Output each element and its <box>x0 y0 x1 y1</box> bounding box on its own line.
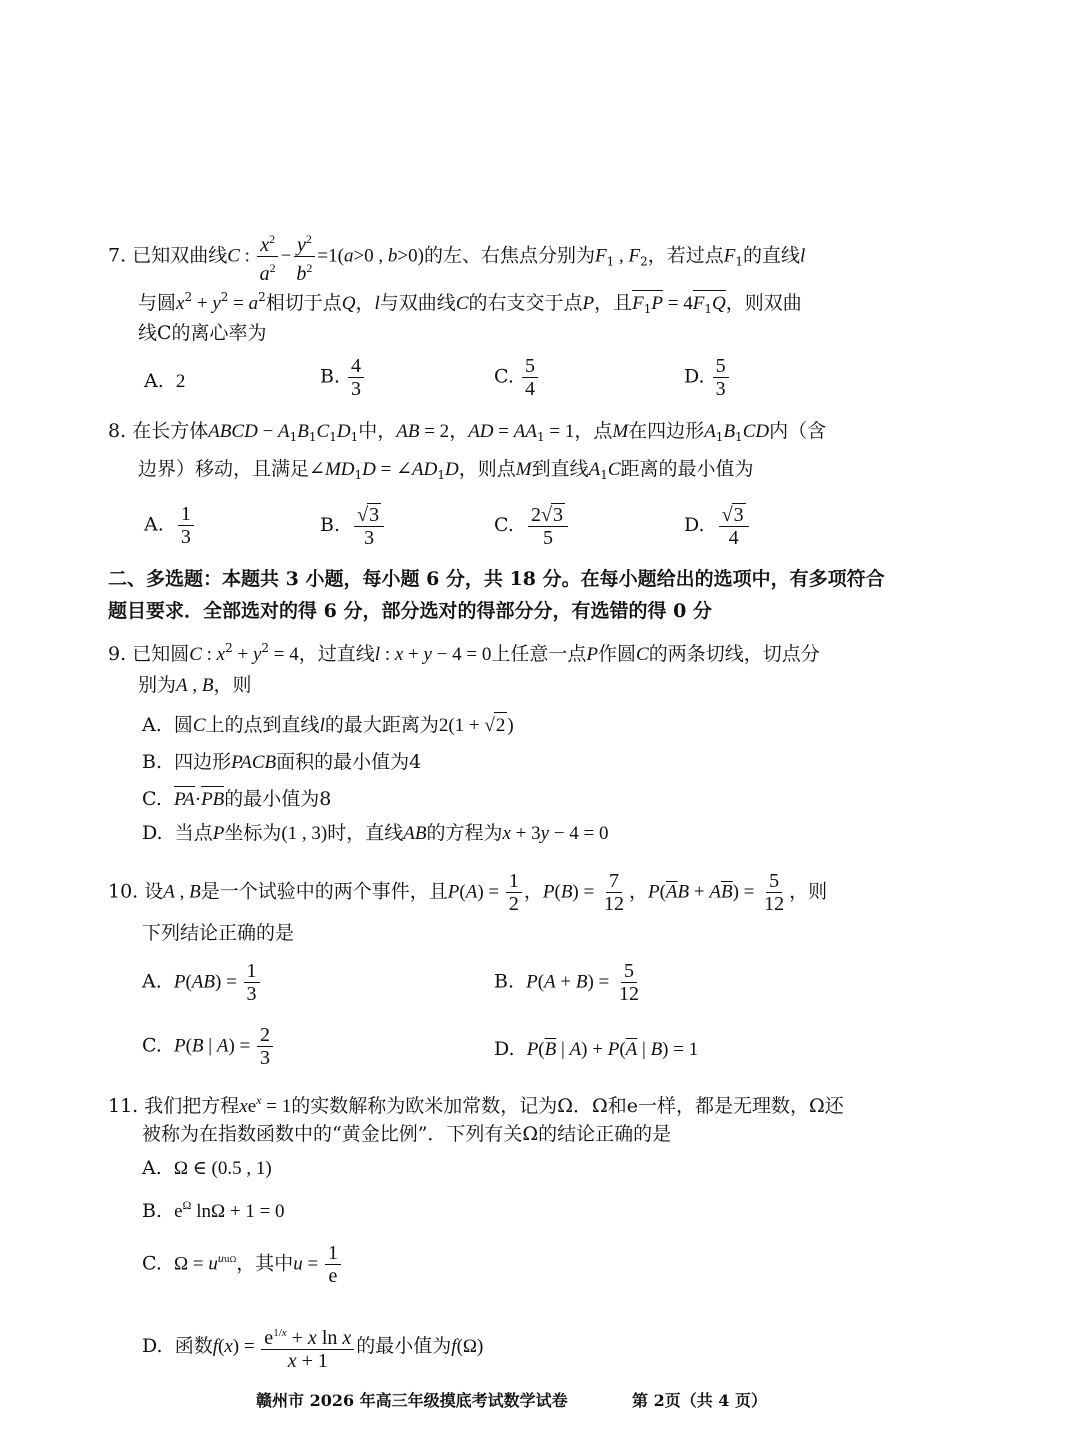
q11-option-b: B. $e^\Omega$ lnΩ + 1 = 0 <box>142 1198 285 1222</box>
q8-option-b: B. $\frac{√3}{3}$ <box>320 503 386 549</box>
q7-number: 7. <box>108 244 127 267</box>
q7-option-b: B. $\frac{4}{3}$ <box>320 355 366 400</box>
q11-option-d: D. 函数f(x) = $\frac{e^{1/x} + x \ln x}{x + 1}$ 的最小值为f(Ω) <box>142 1322 483 1372</box>
q10-option-b: B. P(A + B) = $\frac{5}{12}$ <box>494 960 640 1005</box>
q7-line1: 7. 已知双曲线C : $\frac{x^2}{a^2}$ − $\frac{y^2}{b^2}$ =1(a>0 , b>0)的左、右焦点分别为$F_1$ , $F_2$，若过点$F_1$的直线l <box>108 228 805 285</box>
q8-line1: 8. 在长方体ABCD − $A_1B_1C_1D_1$中，AB = 2，AD = $AA_1 = 1$，点M在四边形$A_1B_1CD$内（含 <box>108 420 827 444</box>
q9-line1: 9. 已知圆C : $x^2 + y^2 = 4$，过直线l : x + y − 4 = 0上任意一点P作圆C的两条切线，切点分 <box>108 641 820 665</box>
q9-option-c: C. PA·PB的最小值为8 <box>142 788 332 810</box>
q8-option-c: C. $\frac{2√3}{5}$ <box>494 503 570 549</box>
q7-line3: 线C的离心率为 <box>138 322 267 344</box>
q8-option-d: D. $\frac{√3}{4}$ <box>684 503 751 549</box>
q9-line2: 别为A , B，则 <box>138 674 252 696</box>
q7-option-d: D. $\frac{5}{3}$ <box>684 355 731 400</box>
section2-line2: 题目要求．全部选对的得 6 分，部分选对的得部分分，有选错的得 0 分 <box>108 600 712 622</box>
q7-line2: 与圆$x^2 + y^2 = a^2$相切于点Q，l与双曲线C的右支交于点P，且$F_1P = 4F_1Q$，则双曲 <box>138 290 802 316</box>
q9-option-a: A. 圆C上的点到直线l的最大距离为2(1 + √2 ) <box>142 712 514 739</box>
q7-option-a: A. 2 <box>144 370 186 392</box>
q9-option-d: D. 当点P坐标为(1 , 3)时，直线AB的方程为x + 3y − 4 = 0 <box>142 822 609 844</box>
q10-option-d: D. $P(\overline{B}$ | $A) + P(\overline{A}$ | B) = 1 <box>494 1038 699 1060</box>
q10-option-a: A. P(AB) = $\frac{1}{3}$ <box>142 960 262 1005</box>
q10-option-c: C. P(B | A) = $\frac{2}{3}$ <box>142 1024 275 1069</box>
q11-option-c: C. $\Omega = u^{uu\Omega}$，其中u = $\frac{1}{e}$ <box>142 1242 343 1287</box>
section2-line1: 二、多选题：本题共 3 小题，每小题 6 分，共 18 分。在每小题给出的选项中，有多项符合 <box>108 568 885 590</box>
q11-line2: 被称为在指数函数中的“黄金比例”．下列有关Ω的结论正确的是 <box>142 1123 672 1145</box>
q9-option-b: B. 四边形PACB面积的最小值为4 <box>142 751 422 773</box>
q10-line2: 下列结论正确的是 <box>142 922 295 944</box>
q8-line2: 边界）移动，且满足$\angle MD_1D$ = $\angle AD_1D$，则点M到直线$A_1C$距离的最小值为 <box>138 458 754 482</box>
q7-option-c: C. $\frac{5}{4}$ <box>494 355 540 400</box>
footer-page-number: 第 2页（共 4 页） <box>632 1391 767 1410</box>
q11-line1: 11. 我们把方程$xe^x = 1$的实数解称为欧米加常数，记为Ω．Ω和e一样，都是无理数，Ω还 <box>108 1093 844 1117</box>
footer-title: 赣州市 2026 年高三年级摸底考试数学试卷 <box>256 1391 568 1410</box>
q8-option-a: A. $\frac{1}{3}$ <box>144 503 196 548</box>
q11-option-a: A. Ω ∈ (0.5 , 1) <box>142 1157 272 1179</box>
q10-line1: 10. 设A , B是一个试验中的两个事件，且P(A) = $\frac{1}{2}$ ，P(B) = $\frac{7}{12}$ ，$P(\overline{A}B + A\overline{B})$ = $\frac{5}{12}$ ，则 <box>108 870 828 915</box>
